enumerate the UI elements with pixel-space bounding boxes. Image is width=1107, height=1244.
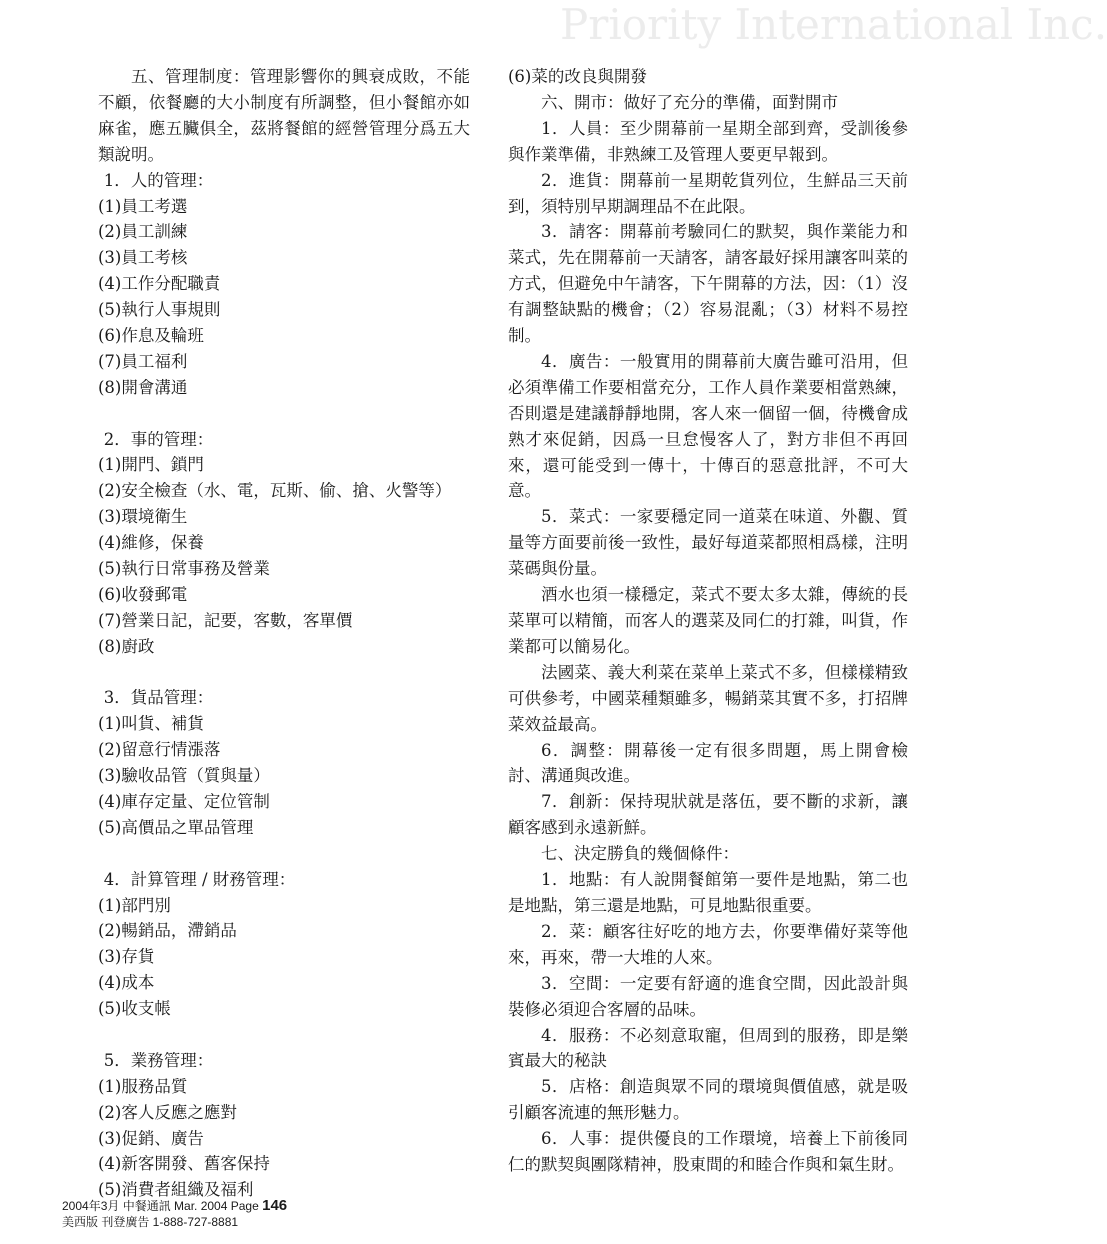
paragraph: 5．店格：創造與眾不同的環境與價值感，就是吸引顧客流連的無形魅力。: [508, 1077, 908, 1123]
list-item: (5)收支帳: [98, 999, 171, 1019]
paragraph: 5．菜式：一家要穩定同一道菜在味道、外觀、質量等方面要前後一致性，最好每道菜都照相爲樣，注明菜碼與份量。: [508, 507, 908, 579]
paragraph: 4．廣告：一般實用的開幕前大廣告雖可沿用，但必須準備工作要相當充分，工作人員作業要相當熟練，否則還是建議靜靜地開，客人來一個留一個，待機會成熟才來促銷，因爲一旦怠慢客人了，對方非但不再回來，還可能受到一傳十，十傳百的惡意批評，不可大意。: [508, 351, 908, 501]
list-item: (4)新客開發、舊客保持: [98, 1154, 270, 1174]
section-heading: 1．人的管理：: [103, 170, 214, 190]
paragraph: 法國菜、義大利菜在菜单上菜式不多，但樣樣精致可供參考，中國菜種類雖多，暢銷菜其實不多，打招牌菜效益最高。: [508, 662, 908, 734]
left-column: [98, 64, 470, 1203]
paragraph: 6．調整：開幕後一定有很多問題，馬上開會檢討、溝通與改進。: [508, 740, 908, 786]
management-sections: [98, 168, 470, 1204]
list-item: (1)員工考選: [98, 196, 188, 216]
section-gap: [98, 841, 470, 867]
paragraph: 1．地點：有人說開餐館第一要件是地點，第二也是地點，第三還是地點，可見地點很重要。: [508, 870, 908, 915]
footer-issue-text: 2004年3月 中餐通訊 Mar. 2004 Page: [62, 1199, 263, 1213]
list-item: (3)員工考核: [98, 248, 188, 268]
page-number: 146: [262, 1197, 288, 1214]
list-item: (8)廚政: [98, 636, 155, 656]
list-item: (4)維修，保養: [98, 533, 204, 553]
paragraph: 1．人員：至少開幕前一星期全部到齊，受訓後參與作業準備，非熟練工及管理人要更早報到。: [508, 118, 908, 164]
list-item: (4)工作分配職責: [98, 274, 221, 294]
list-item: (7)營業日記，記要，客數，客單價: [98, 610, 353, 630]
list-item: (5)執行人事規則: [98, 300, 221, 320]
list-item: (1)叫貨、補貨: [98, 714, 204, 734]
list-item: (6)作息及輪班: [98, 325, 204, 345]
list-item: (5)執行日常事務及營業: [98, 558, 270, 578]
section-gap: [98, 401, 470, 427]
paragraph: 3．請客：開幕前考驗同仁的默契，與作業能力和菜式，先在開幕前一天請客，請客最好採用讓客叫菜的方式，但避免中午請客，下午開幕的方法，因：（1）沒有調整缺點的機會；（2）容易混亂；（3）材料不易控制。: [508, 222, 908, 346]
section-heading: 5．業務管理：: [103, 1050, 214, 1070]
paragraph: 酒水也須一樣穩定，菜式不要太多太雜，傳統的長菜單可以精簡，而客人的選菜及同仁的打雜，叫貨，作業都可以簡易化。: [508, 585, 908, 656]
list-item: (3)驗收品管（質與量）: [98, 766, 270, 786]
footer-ad-line: 美西版 刊登廣告 1-888-727-8881: [62, 1215, 239, 1229]
list-item: (4)成本: [98, 973, 155, 993]
list-item: (2)客人反應之應對: [98, 1102, 237, 1122]
section-heading: 3．貨品管理：: [103, 688, 214, 708]
list-item: (8)開會溝通: [98, 377, 188, 397]
section-intro: 五、管理制度：管理影響你的興衰成敗，不能不顧，依餐廳的大小制度有所調整，但小餐館亦如麻雀，應五臟俱全，茲將餐館的經營管理分爲五大類說明。: [98, 67, 470, 164]
right-column: [508, 64, 908, 1178]
paragraph: 2．菜：顧客往好吃的地方去，你要準備好菜等他來，再來，帶一大堆的人來。: [508, 921, 908, 967]
list-item: (2)安全檢查（水、電，瓦斯、偷、搶、火警等）: [98, 481, 452, 501]
paragraph: 6．人事：提供優良的工作環境，培養上下前後同仁的默契與團隊精神，股東間的和睦合作與和氣生財。: [508, 1129, 908, 1175]
section-gap: [98, 1022, 470, 1048]
paragraph: 六、開市：做好了充分的準備，面對開市: [541, 92, 838, 112]
paragraph: 3．空間：一定要有舒適的進食空間，因此設計與裝修必須迎合客層的品味。: [508, 973, 908, 1019]
list-item: (2)留意行情漲落: [98, 740, 221, 760]
page-footer: [62, 1198, 287, 1230]
list-item: (3)環境衛生: [98, 507, 188, 527]
footer-issue-line: [62, 1198, 287, 1214]
section-heading: 2．事的管理：: [103, 429, 214, 449]
list-item: (4)庫存定量、定位管制: [98, 792, 270, 811]
list-item: (2)暢銷品，滯銷品: [98, 921, 237, 941]
list-item: (6)收發郵電: [98, 584, 188, 604]
paragraph: 7．創新：保持現狀就是落伍，要不斷的求新，讓顧客感到永遠新鮮。: [508, 792, 908, 838]
list-item: (1)服務品質: [98, 1076, 188, 1096]
section-heading: 4．計算管理 / 財務管理：: [103, 869, 296, 889]
paragraph: 4．服務：不必刻意取寵，但周到的服務，即是樂賓最大的秘訣: [508, 1025, 908, 1071]
list-item: (1)部門別: [98, 895, 171, 915]
list-item: (2)員工訓練: [98, 222, 188, 242]
section-gap: [98, 660, 470, 686]
right-paragraphs: [508, 90, 908, 1178]
background-watermark: Priority International Inc.: [560, 0, 1107, 49]
list-item: (1)開門、鎖門: [98, 455, 204, 475]
list-item: (5)消費者組織及福利: [98, 1180, 254, 1200]
list-item: (7)員工福利: [98, 351, 188, 371]
list-item: (3)存貨: [98, 947, 155, 967]
paragraph: 2．進貨：開幕前一星期乾貨列位，生鮮品三天前到，須特別早期調理品不在此限。: [508, 170, 908, 216]
list-item: (6)菜的改良與開發: [508, 67, 647, 86]
paragraph: 七、決定勝負的幾個條件：: [541, 844, 739, 864]
list-item: (3)促銷、廣告: [98, 1128, 204, 1148]
list-item: (5)高價品之單品管理: [98, 817, 254, 837]
